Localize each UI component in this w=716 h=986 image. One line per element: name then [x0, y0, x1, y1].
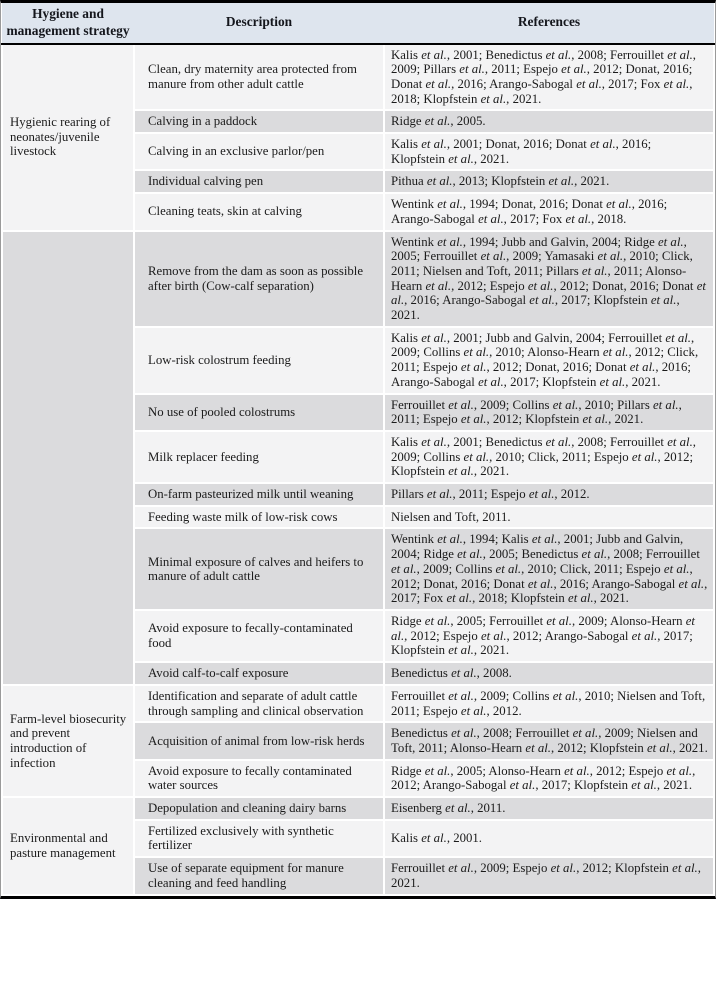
references-cell: Ridge et al., 2005. [384, 110, 714, 133]
references-cell: Kalis et al., 2001; Benedictus et al., 2008; Ferrouillet et al., 2009; Pillars et al., 2011; Espejo et al., 2012; Donat, 2016; Donat et al., 2016; Arango-Sabogal et al., 2017; Fox et al., 2018; Klopfstein et al., 2021. [384, 44, 714, 111]
references-cell: Wentink et al., 1994; Donat, 2016; Donat et al., 2016; Arango-Sabogal et al., 2017; Fox et al., 2018. [384, 193, 714, 230]
description-cell: Clean, dry maternity area protected from manure from other adult cattle [134, 44, 384, 111]
table-row [2, 44, 714, 111]
description-cell: Individual calving pen [134, 170, 384, 193]
header-row [2, 3, 714, 44]
description-cell: Minimal exposure of calves and heifers to manure of adult cattle [134, 528, 384, 610]
description-cell: Acquisition of animal from low-risk herds [134, 722, 384, 759]
description-cell: Calving in an exclusive parlor/pen [134, 133, 384, 170]
column-header-strategy: Hygiene and management strategy [2, 3, 134, 44]
references-cell: Benedictus et al., 2008; Ferrouillet et al., 2009; Nielsen and Toft, 2011; Alonso-Hearn et al., 2012; Klopfstein et al., 2021. [384, 722, 714, 759]
description-cell: Feeding waste milk of low-risk cows [134, 506, 384, 529]
table-body [2, 44, 714, 895]
references-cell: Wentink et al., 1994; Kalis et al., 2001; Jubb and Galvin, 2004; Ridge et al., 2005; Benedictus et al., 2008; Ferrouillet et al., 2009; Collins et al., 2010; Click, 2011; Espejo et al., 2012; Donat, 2016; Donat et al., 2016; Arango-Sabogal et al., 2017; Fox et al., 2018; Klopfstein et al., 2021. [384, 528, 714, 610]
description-cell: Depopulation and cleaning dairy barns [134, 797, 384, 820]
description-cell: Low-risk colostrum feeding [134, 327, 384, 394]
references-cell: Kalis et al., 2001; Benedictus et al., 2008; Ferrouillet et al., 2009; Collins et al., 2010; Click, 2011; Espejo et al., 2012; Klopfstein et al., 2021. [384, 431, 714, 483]
column-header-description: Description [134, 3, 384, 44]
strategy-cell: Farm-level biosecurity and prevent introduction of infection [2, 685, 134, 797]
description-cell: Cleaning teats, skin at calving [134, 193, 384, 230]
table-header [2, 3, 714, 44]
references-cell: Eisenberg et al., 2011. [384, 797, 714, 820]
description-cell: Use of separate equipment for manure cleaning and feed handling [134, 857, 384, 894]
references-cell: Kalis et al., 2001. [384, 820, 714, 857]
references-cell: Kalis et al., 2001; Donat, 2016; Donat et al., 2016; Klopfstein et al., 2021. [384, 133, 714, 170]
description-cell: Fertilized exclusively with synthetic fertilizer [134, 820, 384, 857]
description-cell: Identification and separate of adult cattle through sampling and clinical observation [134, 685, 384, 722]
references-cell: Pithua et al., 2013; Klopfstein et al., 2021. [384, 170, 714, 193]
hygiene-strategies-table [1, 3, 715, 896]
description-cell: Milk replacer feeding [134, 431, 384, 483]
references-cell: Pillars et al., 2011; Espejo et al., 2012. [384, 483, 714, 506]
references-cell: Nielsen and Toft, 2011. [384, 506, 714, 529]
description-cell: Avoid exposure to fecally contaminated water sources [134, 760, 384, 797]
description-cell: No use of pooled colostrums [134, 394, 384, 431]
description-cell: Avoid calf-to-calf exposure [134, 662, 384, 685]
description-cell: Calving in a paddock [134, 110, 384, 133]
references-cell: Ferrouillet et al., 2009; Espejo et al., 2012; Klopfstein et al., 2021. [384, 857, 714, 894]
references-cell: Ridge et al., 2005; Alonso-Hearn et al., 2012; Espejo et al., 2012; Arango-Sabogal et al., 2017; Klopfstein et al., 2021. [384, 760, 714, 797]
description-cell: On-farm pasteurized milk until weaning [134, 483, 384, 506]
references-cell: Benedictus et al., 2008. [384, 662, 714, 685]
references-cell: Ridge et al., 2005; Ferrouillet et al., 2009; Alonso-Hearn et al., 2012; Espejo et al., 2012; Arango-Sabogal et al., 2017; Klopfstein et al., 2021. [384, 610, 714, 662]
table-row [2, 231, 714, 327]
table-row [2, 797, 714, 820]
strategy-cell: Hygienic rearing of neonates/juvenile livestock [2, 44, 134, 231]
references-cell: Ferrouillet et al., 2009; Collins et al., 2010; Nielsen and Toft, 2011; Espejo et al., 2012. [384, 685, 714, 722]
description-cell: Avoid exposure to fecally-contaminated food [134, 610, 384, 662]
table-row [2, 685, 714, 722]
description-cell: Remove from the dam as soon as possible after birth (Cow-calf separation) [134, 231, 384, 327]
strategy-cell [2, 231, 134, 685]
references-cell: Wentink et al., 1994; Jubb and Galvin, 2004; Ridge et al., 2005; Ferrouillet et al., 2009; Yamasaki et al., 2010; Click, 2011; Nielsen and Toft, 2011; Pillars et al., 2011; Alonso-Hearn et al., 2012; Espejo et al., 2012; Donat, 2016; Donat et al., 2016; Arango-Sabogal et al., 2017; Klopfstein et al., 2021. [384, 231, 714, 327]
references-cell: Ferrouillet et al., 2009; Collins et al., 2010; Pillars et al., 2011; Espejo et al., 2012; Klopfstein et al., 2021. [384, 394, 714, 431]
column-header-references: References [384, 3, 714, 44]
references-cell: Kalis et al., 2001; Jubb and Galvin, 2004; Ferrouillet et al., 2009; Collins et al., 2010; Alonso-Hearn et al., 2012; Click, 2011; Espejo et al., 2012; Donat, 2016; Donat et al., 2016; Arango-Sabogal et al., 2017; Klopfstein et al., 2021. [384, 327, 714, 394]
strategy-cell: Environmental and pasture management [2, 797, 134, 895]
